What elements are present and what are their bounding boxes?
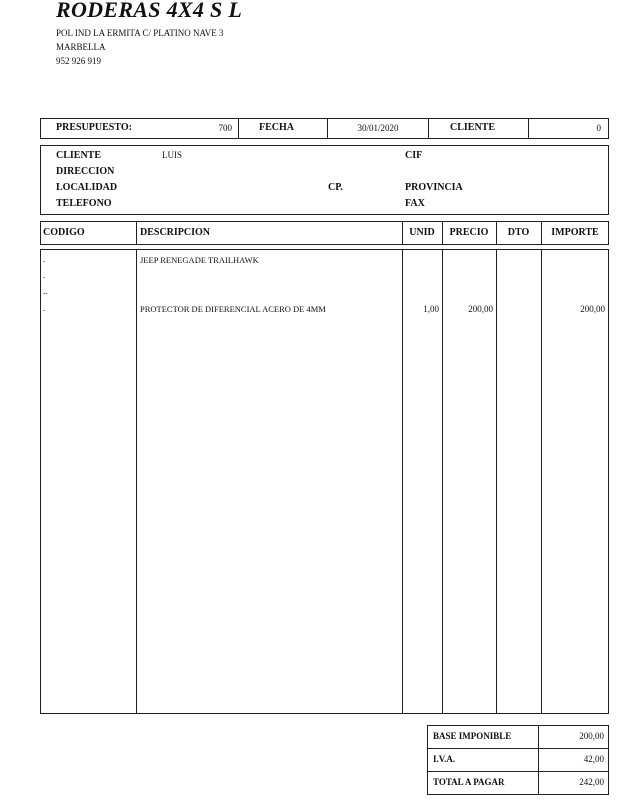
client-name-value: LUIS — [162, 150, 182, 160]
total-value: 242,00 — [579, 777, 604, 787]
col-header-unid: UNID — [409, 227, 435, 238]
total-label: TOTAL A PAGAR — [433, 777, 505, 787]
cliente-header-label: CLIENTE — [450, 122, 496, 133]
table-row-importe: 200,00 — [580, 304, 605, 314]
cif-label: CIF — [405, 150, 423, 161]
localidad-label: LOCALIDAD — [56, 182, 118, 193]
cliente-number: 0 — [596, 123, 601, 133]
col-header-descripcion: DESCRIPCION — [140, 227, 211, 238]
fecha-label: FECHA — [259, 122, 294, 133]
table-row-descripcion: PROTECTOR DE DIFERENCIAL ACERO DE 4MM — [140, 304, 326, 314]
company-phone: 952 926 919 — [56, 56, 101, 66]
items-table-body — [40, 249, 609, 714]
iva-label: I.V.A. — [433, 754, 456, 764]
table-row-codigo: . — [43, 303, 46, 313]
table-row-codigo: .. — [43, 286, 48, 296]
table-row-codigo: . — [43, 270, 46, 280]
company-name: RODERAS 4X4 S L — [56, 0, 243, 22]
direccion-label: DIRECCION — [56, 166, 115, 177]
col-header-codigo: CODIGO — [43, 227, 85, 238]
client-info-box — [40, 145, 609, 215]
client-name-label: CLIENTE — [56, 150, 102, 161]
base-imponible-label: BASE IMPONIBLE — [433, 731, 512, 741]
table-row-descripcion: JEEP RENEGADE TRAILHAWK — [140, 255, 259, 265]
fax-label: FAX — [405, 198, 425, 209]
col-header-dto: DTO — [507, 227, 530, 238]
table-row-precio: 200,00 — [468, 304, 493, 314]
cp-label: CP. — [328, 182, 343, 193]
base-imponible-value: 200,00 — [579, 731, 604, 741]
presupuesto-label: PRESUPUESTO: — [56, 122, 132, 133]
telefono-label: TELEFONO — [56, 198, 112, 209]
iva-value: 42,00 — [583, 754, 604, 764]
fecha-value: 30/01/2020 — [357, 123, 399, 133]
table-row-unid: 1,00 — [423, 304, 439, 314]
provincia-label: PROVINCIA — [405, 182, 463, 193]
table-row-codigo: . — [43, 254, 46, 264]
col-header-precio: PRECIO — [449, 227, 489, 238]
company-city: MARBELLA — [56, 42, 106, 52]
company-address: POL IND LA ERMITA C/ PLATINO NAVE 3 — [56, 28, 224, 38]
presupuesto-number: 700 — [218, 123, 232, 133]
col-header-importe: IMPORTE — [551, 227, 599, 238]
